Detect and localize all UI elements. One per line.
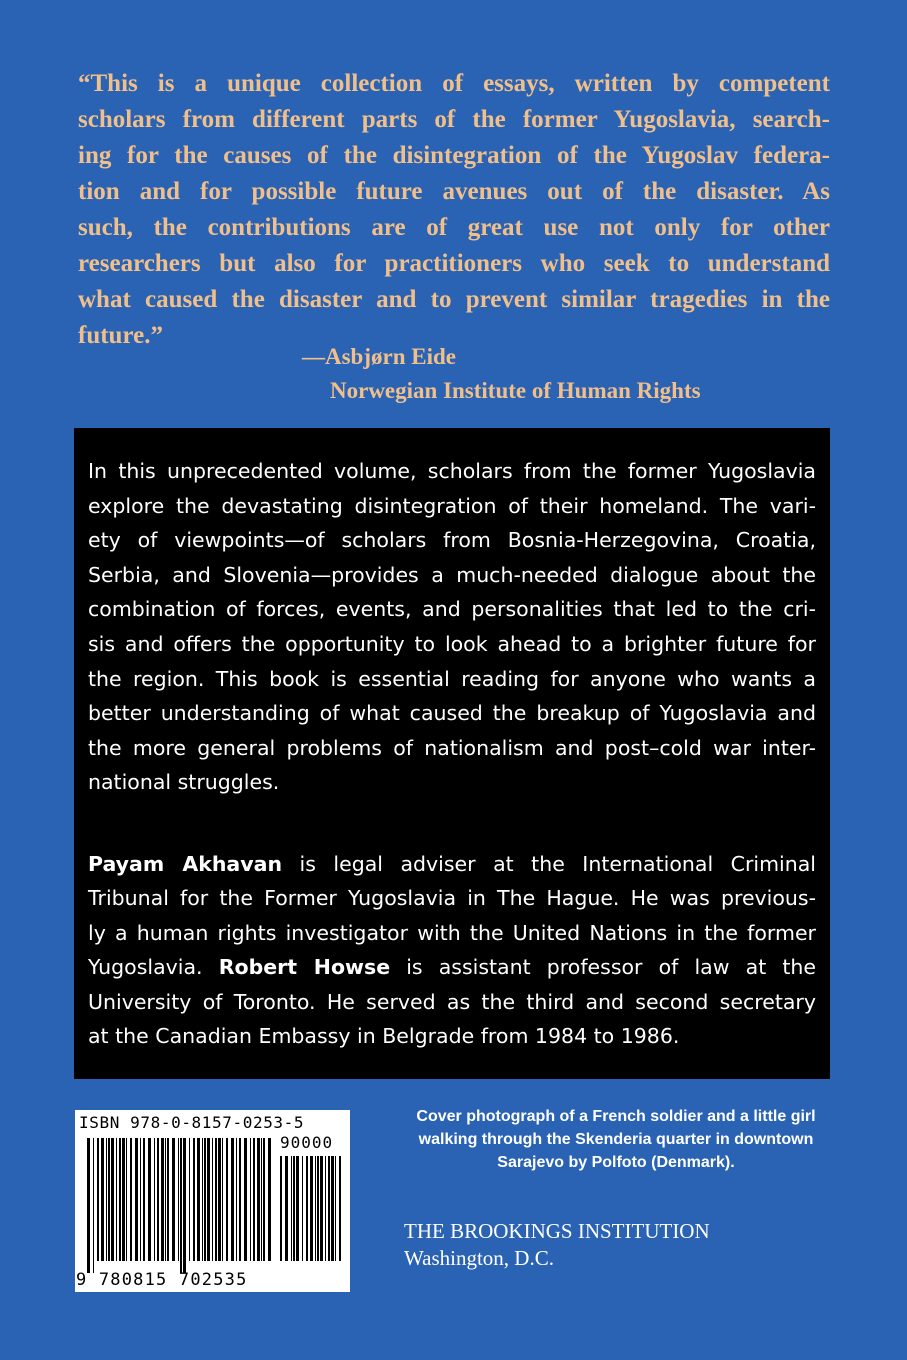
publisher-city: Washington, D.C. <box>404 1246 554 1270</box>
barcode-bar <box>257 1138 260 1261</box>
barcode <box>75 1110 350 1292</box>
barcode-bar <box>116 1138 117 1261</box>
barcode-bar <box>215 1138 217 1261</box>
quote-line: such, the contributions are of great use not only for other <box>78 214 830 241</box>
barcode-bar <box>236 1138 237 1261</box>
quote-attribution <box>302 340 701 408</box>
description-line: national struggles. <box>88 770 280 795</box>
description-line: In this unprecedented volume, scholars from the former Yugoslavia <box>88 459 816 483</box>
description-line: the region. This book is essential reading for anyone who wants a <box>88 666 816 691</box>
endorsement-quote <box>78 66 830 354</box>
barcode-bar <box>222 1138 223 1261</box>
barcode-bar <box>161 1138 164 1261</box>
barcode-bar <box>122 1138 125 1261</box>
description-line: combination of forces, events, and personalities that led to the cri- <box>88 597 816 622</box>
barcode-bar <box>328 1156 330 1261</box>
bio-line <box>88 950 816 984</box>
barcode-bar <box>212 1138 213 1261</box>
barcode-bar <box>268 1138 271 1261</box>
description-line: sis and offers the opportunity to look ahead to a brighter future for <box>88 631 816 656</box>
caption-line: Sarajevo by Polfoto (Denmark). <box>497 1154 735 1171</box>
author-name: Robert Howse <box>218 955 391 980</box>
barcode-bar <box>178 1138 179 1261</box>
barcode-bar <box>339 1156 341 1261</box>
barcode-bar <box>218 1138 221 1261</box>
barcode-bar <box>165 1138 166 1261</box>
barcode-bar <box>250 1138 251 1261</box>
quote-line: “This is a unique collection of essays, written by competent <box>78 70 830 97</box>
quote-institution: Norwegian Institute of Human Rights <box>330 378 701 403</box>
barcode-bar <box>253 1138 255 1261</box>
barcode-bar <box>226 1138 228 1261</box>
quote-line: ing for the causes of the disintegration of the Yugoslav federa- <box>78 142 830 169</box>
author-bios <box>88 847 816 1053</box>
barcode-bar <box>280 1156 282 1261</box>
publisher-name: THE BROOKINGS INSTITUTION <box>404 1219 710 1243</box>
barcode-bar <box>148 1138 151 1261</box>
barcode-bar <box>183 1138 186 1273</box>
barcode-bar <box>320 1156 323 1261</box>
barcode-bar <box>306 1156 308 1261</box>
barcode-bar <box>193 1138 195 1261</box>
barcode-bar <box>335 1156 336 1261</box>
barcode-bar <box>189 1138 190 1261</box>
quote-line: what caused the disaster and to prevent similar tragedies in the <box>78 286 830 313</box>
barcode-bar <box>108 1138 110 1261</box>
barcode-bar <box>157 1138 159 1261</box>
barcode-bar <box>296 1156 299 1261</box>
bio-line: at the Canadian Embassy in Belgrade from 1984 to 1986. <box>88 1024 680 1049</box>
bio-line: Tribunal for the Former Yugoslavia in The Hague. He was previous- <box>88 886 816 911</box>
barcode-bar <box>317 1156 319 1261</box>
barcode-bar <box>154 1138 155 1261</box>
quote-line: researchers but also for practitioners who seek to understand <box>78 250 830 277</box>
barcode-bar <box>331 1156 334 1261</box>
description-line: explore the devastating disintegration of their homeland. The vari- <box>88 493 816 518</box>
barcode-bar <box>204 1138 206 1261</box>
description-line: ety of viewpoints—of scholars from Bosnia-Herzegovina, Croatia, <box>88 528 816 553</box>
cover-photo-caption <box>402 1105 830 1174</box>
description-line: Serbia, and Slovenia—provides a much-needed dialogue about the <box>88 562 816 587</box>
caption-line: walking through the Skenderia quarter in downtown <box>418 1131 814 1148</box>
barcode-bar <box>135 1138 138 1261</box>
barcode-bar <box>231 1138 234 1261</box>
barcode-bar <box>130 1138 132 1261</box>
caption-line: Cover photograph of a French soldier and a little girl <box>416 1108 816 1125</box>
bio-line: University of Toronto. He served as the third and second secretary <box>88 989 816 1014</box>
bio-line: ly a human rights investigator with the United Nations in the former <box>88 920 816 945</box>
quote-line: tion and for possible future avenues out of the disaster. As <box>78 178 830 205</box>
barcode-bar <box>126 1138 127 1261</box>
bio-text: is legal adviser at the International Criminal <box>282 852 816 876</box>
barcode-bar <box>291 1156 292 1261</box>
barcode-bar <box>261 1138 262 1261</box>
barcode-bar <box>172 1138 175 1261</box>
barcode-bar <box>293 1156 295 1261</box>
barcode-bar <box>140 1138 141 1261</box>
addon-barcode-bars <box>280 1156 344 1273</box>
barcode-bar <box>325 1156 326 1261</box>
bio-text: Yugoslavia. <box>88 955 219 980</box>
barcode-bar <box>239 1138 241 1261</box>
barcode-bar <box>143 1138 145 1261</box>
barcode-bar <box>87 1138 90 1273</box>
barcode-bar <box>207 1138 210 1261</box>
barcode-bar <box>285 1156 288 1261</box>
description-line: the more general problems of nationalism and post–cold war inter- <box>88 735 816 760</box>
barcode-bar <box>310 1156 313 1261</box>
bio-text: is assistant professor of law at the <box>390 955 817 980</box>
isbn-text: ISBN 978-0-8157-0253-5 <box>79 1113 305 1132</box>
barcode-bar <box>244 1138 247 1261</box>
quote-line: scholars from different parts of the former Yugoslavia, search- <box>78 106 830 133</box>
barcode-bar <box>93 1138 94 1273</box>
quote-line: future.” <box>78 322 163 349</box>
barcode-bar <box>119 1138 121 1261</box>
barcode-bar <box>197 1138 200 1261</box>
price-code: 90000 <box>280 1133 334 1152</box>
ean-barcode-bars <box>87 1138 275 1273</box>
author-name: Payam Akhavan <box>88 852 283 876</box>
barcode-digits: 9 780815 702535 <box>76 1270 248 1290</box>
barcode-bar <box>111 1138 114 1261</box>
book-description <box>88 454 816 800</box>
barcode-bar <box>101 1138 104 1261</box>
bio-line <box>88 847 816 881</box>
barcode-bar <box>97 1138 99 1261</box>
barcode-bar <box>302 1156 303 1261</box>
quote-author: —Asbjørn Eide <box>302 344 456 369</box>
barcode-bar <box>263 1138 265 1261</box>
barcode-bar <box>202 1138 203 1261</box>
publisher <box>404 1218 710 1272</box>
barcode-bar <box>167 1138 169 1261</box>
description-line: better understanding of what caused the breakup of Yugoslavia and <box>88 701 816 726</box>
barcode-bar <box>180 1138 182 1273</box>
barcode-bar <box>106 1138 107 1261</box>
barcode-bar <box>315 1156 316 1261</box>
